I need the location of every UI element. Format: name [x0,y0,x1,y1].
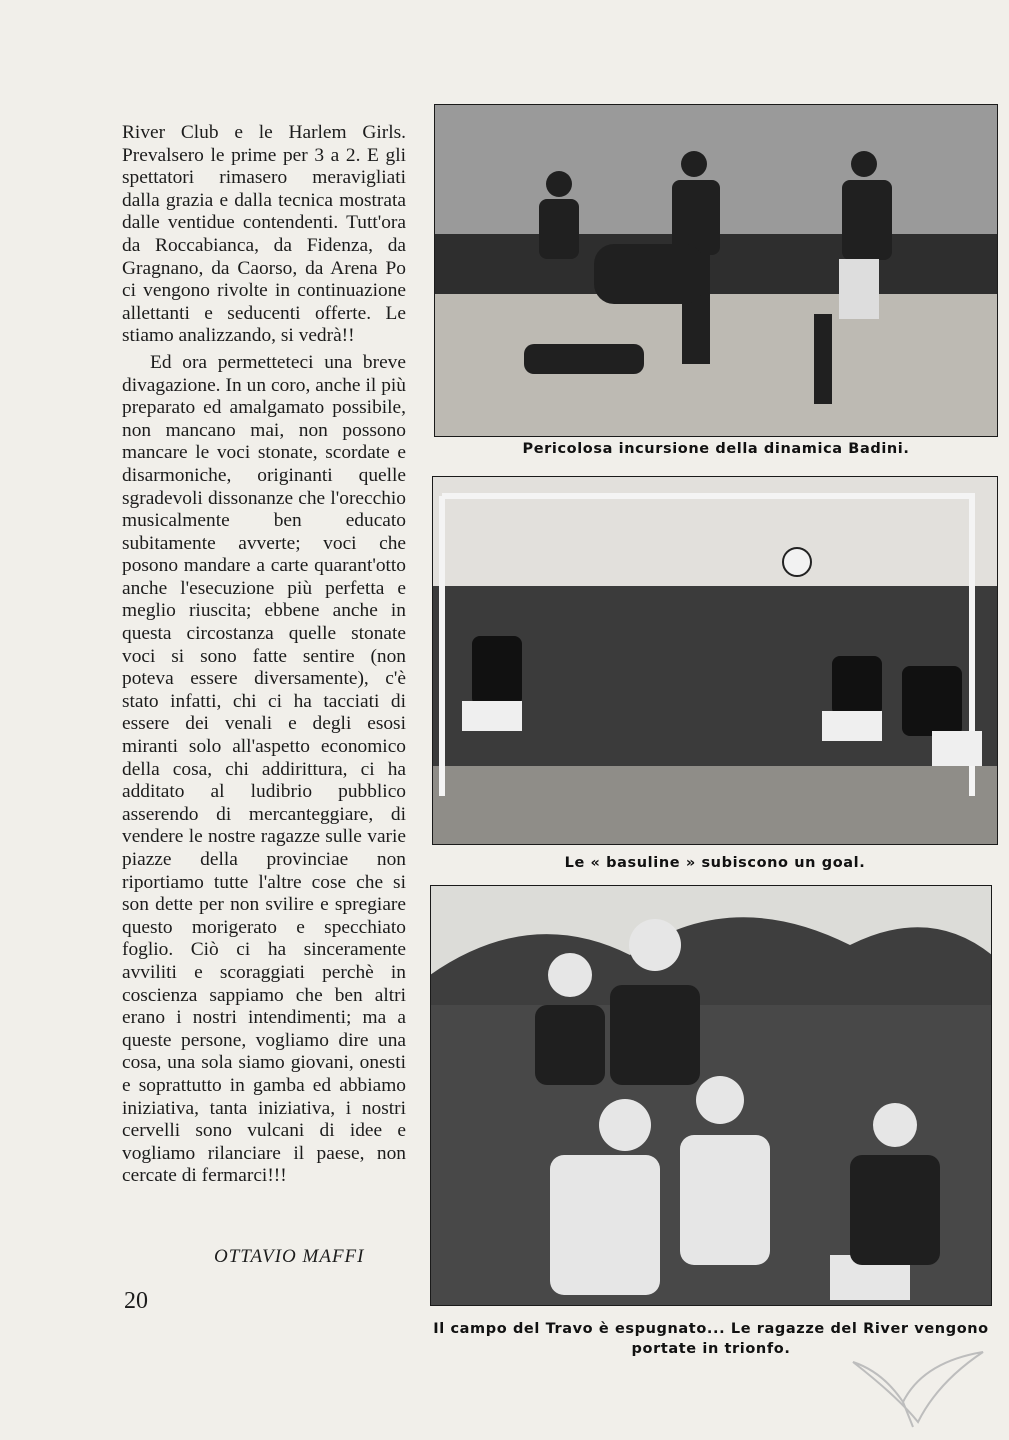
author-signature: OTTAVIO MAFFI [214,1246,365,1267]
article-paragraph-2: Ed ora permetteteci una breve divagazione. In un coro, anche il più preparato ed amalgamato possibile, non mancano mai, non possono mancare le voci stonate, scordate e disarmoniche, originanti quelle sgradevoli dissonanze che l'orecchio musicalmente ben educato subitamente avverte; voci che posono mandare a carte quarant'otto anche l'esecuzione più perfetta e meglio riuscita; ebbene anche in questa circostanza quelle stonate voci si sono fatte sentire (non poteva essere diversamente), c'è stato infatti, chi ci ha tacciati di essere dei venali e degli esosi miranti solo all'aspetto economico della cosa, chi addirittura, ci ha additato al ludibrio pubblico asserendo di mercanteggiare, di vendere le nostre ragazze sulle varie piazze della provinciae non riportiamo tutte l'altre cose che si son dette per non svilire e spregiare questo morigerato e specchiato foglio. Ciò ci ha sinceramente avviliti e scoraggiati perchè in coscienza sappiamo che ben altri erano i nostri intendimenti; ma a queste persone, vogliamo dire una cosa, una sola siamo giovani, onesti e soprattutto in gamba ed abbiamo iniziativa, tanta iniziativa, i nostri cervelli sono vulcani di idee e vogliamo rilanciare il paese, non cercate di fermarci!!! [122,351,406,1187]
photo-triumph [430,885,992,1306]
photo-goal-image [432,476,998,845]
photo-incursion [434,104,998,437]
photo-incursion-image [434,104,998,437]
photo-triumph-image [430,885,992,1306]
photo-goal-caption: Le « basuline » subiscono un goal. [564,855,866,871]
page-number: 20 [124,1288,148,1314]
photo-triumph-caption: Il campo del Travo è espugnato... Le ragazze del River vengono portate in trionfo. [433,1321,989,1357]
photo-incursion-caption: Pericolosa incursione della dinamica Badini. [522,441,910,457]
article-paragraph-1: River Club e le Harlem Girls. Prevalsero le prime per 3 a 2. E gli spettatori rimasero meravigliati dalla grazia e dalla tecnica mostrata dalle ventidue contendenti. Tutt'ora da Roccabianca, da Fidenza, da Gragnano, da Caorso, da Arena Po ci vengono rivolte in continuazione allettanti e seducenti offerte. Le stiamo analizzando, si vedrà!! [122,122,406,347]
bird-logo-icon [843,1342,993,1432]
photo-goal [432,476,998,845]
article-text-column [122,122,406,1188]
